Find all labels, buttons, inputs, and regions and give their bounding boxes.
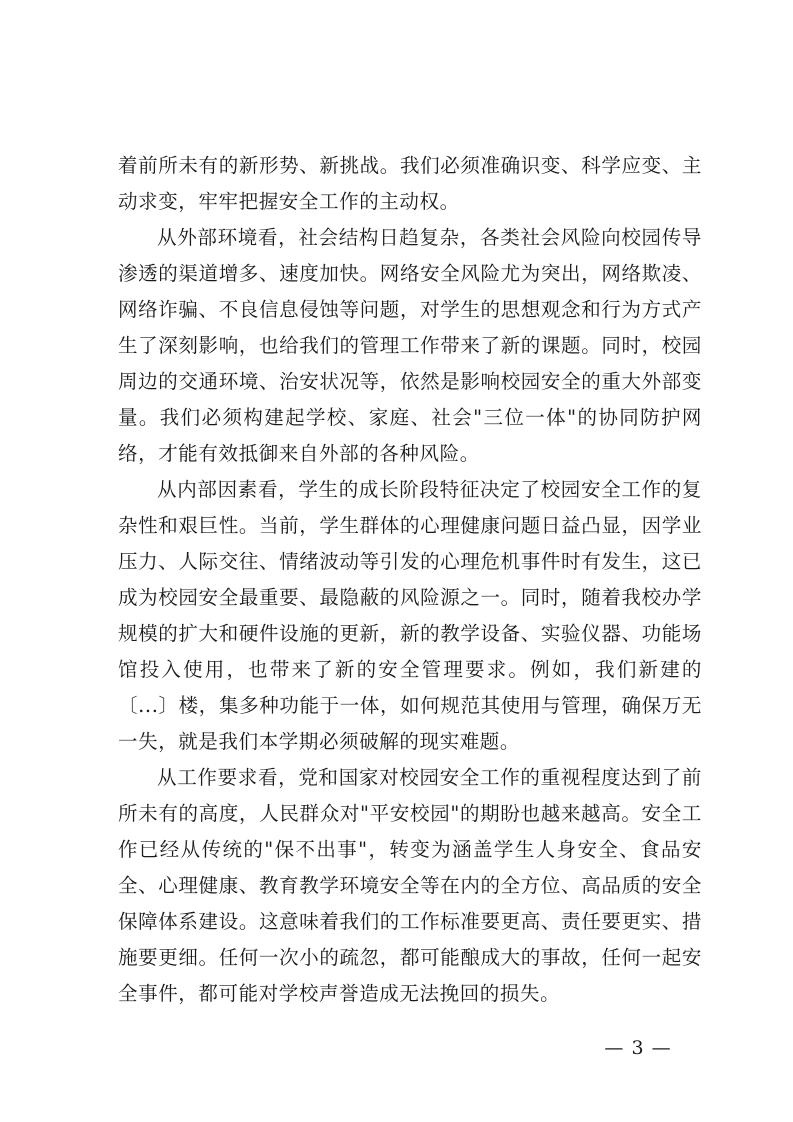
paragraph-continuation: 着前所未有的新形势、新挑战。我们必须准确识变、科学应变、主动求变，牢牢把握安全工作的主动权。	[118, 154, 702, 213]
paragraph-external-environment: 从外部环境看，社会结构日趋复杂，各类社会风险向校园传导渗透的渠道增多、速度加快。网络安全风险尤为突出，网络欺凌、网络诈骗、不良信息侵蚀等问题，对学生的思想观念和行为方式产生了深刻影响，也给我们的管理工作带来了新的课题。同时，校园周边的交通环境、治安状况等，依然是影响校园安全的重大外部变量。我们必须构建起学校、家庭、社会"三位一体"的协同防护网络，才能有效抵御来自外部的各种风险。	[118, 226, 702, 465]
paragraph-internal-factors: 从内部因素看，学生的成长阶段特征决定了校园安全工作的复杂性和艰巨性。当前，学生群体的心理健康问题日益凸显，因学业压力、人际交往、情绪波动等引发的心理危机事件时有发生，这已成为校园安全最重要、最隐蔽的风险源之一。同时，随着我校办学规模的扩大和硬件设施的更新，新的教学设备、实验仪器、功能场馆投入使用，也带来了新的安全管理要求。例如，我们新建的〔...〕楼，集多种功能于一体，如何规范其使用与管理，确保万无一失，就是我们本学期必须破解的现实难题。	[118, 478, 702, 753]
paragraph-work-requirements: 从工作要求看，党和国家对校园安全工作的重视程度达到了前所未有的高度，人民群众对"平安校园"的期盼也越来越高。安全工作已经从传统的"保不出事"，转变为涵盖学生人身安全、食品安全、心理健康、教育教学环境安全等在内的全方位、高品质的安全保障体系建设。这意味着我们的工作标准要更高、责任要更实、措施要更细。任何一次小的疏忽，都可能酿成大的事故，任何一起安全事件，都可能对学校声誉造成无法挽回的损失。	[118, 766, 702, 1005]
page-number: — 3 —	[604, 1037, 672, 1059]
body-text	[118, 148, 702, 1012]
